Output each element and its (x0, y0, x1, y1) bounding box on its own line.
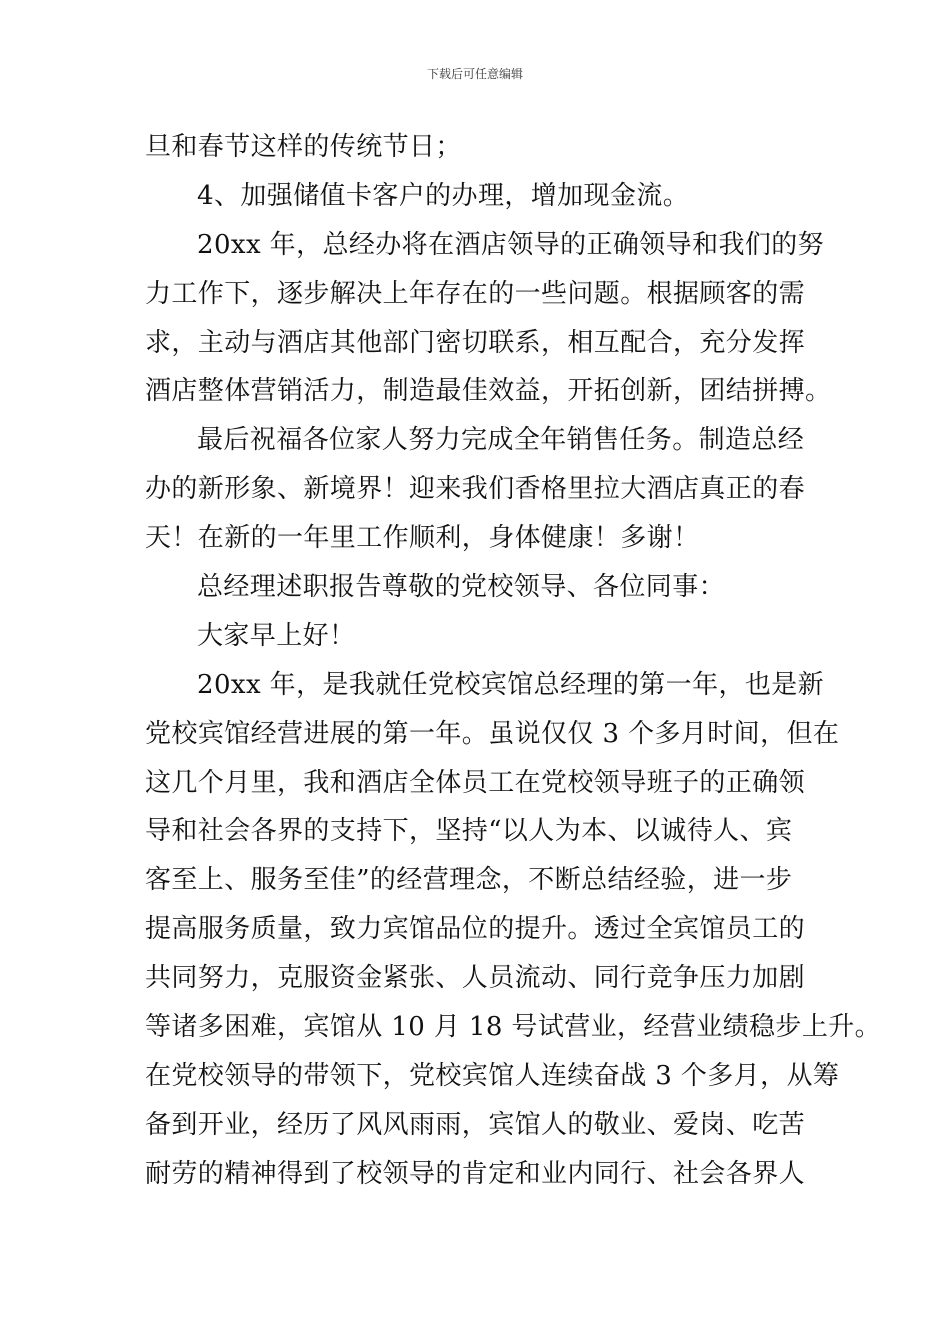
text-line: 等诸多困难，宾馆从 10 月 18 号试营业，经营业绩稳步上升。 (145, 1012, 882, 1043)
text-line: 提高服务质量，致力宾馆品位的提升。透过全宾馆员工的 (145, 914, 806, 945)
page-header: 下载后可任意编辑 (426, 67, 523, 81)
text-line: 力工作下，逐步解决上年存在的一些问题。根据顾客的需 (145, 278, 806, 309)
text-line: 在党校领导的带领下，党校宾馆人连续奋战 3 个多月，从筹 (145, 1060, 840, 1091)
text-line: 酒店整体营销活力，制造最佳效益，开拓创新，团结拼搏。 (145, 376, 832, 407)
text-line: 4、加强储值卡客户的办理，增加现金流。 (197, 180, 690, 211)
text-line: 旦和春节这样的传统节日； (145, 132, 462, 162)
text-line: 耐劳的精神得到了校领导的肯定和业内同行、社会各界人 (145, 1158, 806, 1189)
text-line: 求，主动与酒店其他部门密切联系，相互配合，充分发挥 (145, 327, 806, 358)
text-line: 大家早上好！ (197, 620, 356, 651)
document-body (145, 127, 882, 1203)
text-line: 备到开业，经历了风风雨雨，宾馆人的敬业、爱岗、吃苦 (145, 1109, 806, 1140)
text-line: 导和社会各界的支持下，坚持“以人为本、以诚待人、宾 (145, 816, 793, 847)
text-line: 党校宾馆经营进展的第一年。虽说仅仅 3 个多月时间，但在 (145, 718, 840, 749)
text-line: 共同努力，克服资金紧张、人员流动、同行竞争压力加剧 (145, 963, 806, 994)
text-line: 总经理述职报告尊敬的党校领导、各位同事： (197, 572, 726, 603)
text-line: 20xx 年，总经办将在酒店领导的正确领导和我们的努 (197, 229, 825, 260)
text-line: 办的新形象、新境界！迎来我们香格里拉大酒店真正的春 (145, 474, 806, 505)
text-line: 这几个月里，我和酒店全体员工在党校领导班子的正确领 (145, 767, 806, 798)
text-line: 最后祝福各位家人努力完成全年销售任务。制造总经 (197, 425, 805, 456)
text-line: 天！在新的一年里工作顺利，身体健康！多谢！ (145, 523, 700, 554)
text-line: 20xx 年，是我就任党校宾馆总经理的第一年，也是新 (197, 669, 825, 700)
text-line: 客至上、服务至佳”的经营理念，不断总结经验，进一步 (145, 865, 793, 896)
